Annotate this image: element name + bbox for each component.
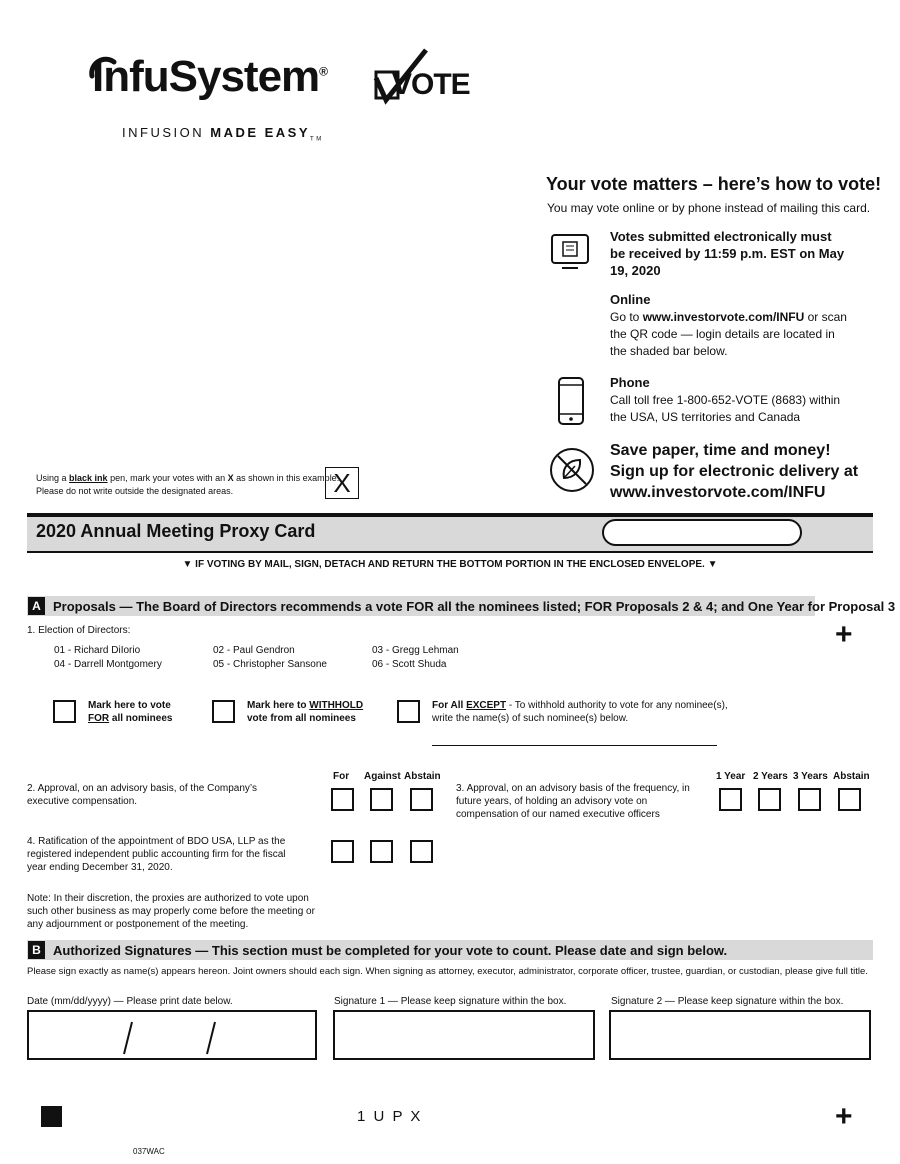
logo-arc-icon <box>88 56 118 86</box>
proposal-2-abstain-checkbox[interactable] <box>410 788 433 811</box>
for-all-except-label: For All EXCEPT - To withhold authority to vote for any nominee(s), write the name(s) of such nominee(s) below. <box>432 700 728 724</box>
phone-body: Call toll free 1-800-652-VOTE (8683) within the USA, US territories and Canada <box>610 393 841 424</box>
signature-1-label: Signature 1 — Please keep signature within the box. <box>334 996 567 1007</box>
save-paper-block: Save paper, time and money! Sign up for electronic delivery at www.investorvote.com/INFU <box>610 442 859 501</box>
section-b-letter: B <box>28 941 45 959</box>
online-body: Go to www.investorvote.com/INFU or scan the QR code — login details are located in the shaded bar below. <box>610 310 847 358</box>
vote-word: VOTE <box>392 68 470 101</box>
login-details-oval <box>602 519 802 546</box>
brand-logo <box>92 52 327 102</box>
signature-instructions: Please sign exactly as name(s) appears hereon. Joint owners should each sign. When signing as attorney, executor, administrator, corporate officer, trustee, guardian, or custodian, please give full title. <box>27 966 868 977</box>
proposal-3-text: 3. Approval, on an advisory basis of the frequency, in future years, of holding an advisory vote on compensation of our named executive officers <box>456 783 690 820</box>
withhold-all-checkbox[interactable] <box>212 700 235 723</box>
electronic-delivery-url[interactable]: www.investorvote.com/INFU <box>610 484 826 501</box>
form-id: 037WAC <box>133 1147 165 1156</box>
online-url[interactable]: www.investorvote.com/INFU <box>642 310 805 324</box>
col-head-abstain: Abstain <box>404 771 441 782</box>
proposal-3-1-year-checkbox[interactable] <box>719 788 742 811</box>
col-head-for: For <box>333 771 350 782</box>
col-head-3-years: 3 Years <box>793 771 828 782</box>
proposal-4-abstain-checkbox[interactable] <box>410 840 433 863</box>
registration-square-mark <box>41 1106 62 1127</box>
nominee: 03 - Gregg Lehman <box>372 645 459 656</box>
section-a-letter: A <box>28 597 45 615</box>
proposal-4-for-checkbox[interactable] <box>331 840 354 863</box>
proxy-card-title: 2020 Annual Meeting Proxy Card <box>36 521 316 541</box>
signature-1-box[interactable] <box>333 1010 595 1060</box>
registration-plus-icon: + <box>835 1100 853 1133</box>
except-nominee-write-line[interactable] <box>432 745 717 746</box>
proposal-2-for-checkbox[interactable] <box>331 788 354 811</box>
proposal-3-2-years-checkbox[interactable] <box>758 788 781 811</box>
section-a-title: Proposals — The Board of Directors recommends a vote FOR all the nominees listed; FOR Proposals 2 & 4; and One Year for Proposal 3 <box>53 599 896 614</box>
instructions-heading: Your vote matters – here’s how to vote! <box>546 174 882 194</box>
col-head-abstain-freq: Abstain <box>833 771 870 782</box>
example-instructions: Using a black ink pen, mark your votes with an X as shown in this example. Please do not write outside the designated areas. <box>36 473 340 496</box>
instructions-subheading: You may vote online or by phone instead of mailing this card. <box>547 201 871 215</box>
date-label: Date (mm/dd/yyyy) — Please print date below. <box>27 996 233 1007</box>
col-head-against: Against <box>364 771 401 782</box>
withhold-all-label: Mark here to WITHHOLD vote from all nominees <box>247 700 364 724</box>
brand-name: InfuSystem <box>92 52 320 101</box>
proposal-3-abstain-checkbox[interactable] <box>838 788 861 811</box>
vote-for-all-label: Mark here to vote FOR all nominees <box>88 700 173 724</box>
nominee: 01 - Richard DiIorio <box>54 645 141 656</box>
brand-tagline: INFUSION MADE $EASY_{TM}$ <box>122 125 324 143</box>
vote-for-all-checkbox[interactable] <box>53 700 76 723</box>
example-mark-box: X <box>325 467 359 499</box>
proposal-4-against-checkbox[interactable] <box>370 840 393 863</box>
date-separator-slashes <box>29 1012 315 1058</box>
nominee: 05 - Christopher Sansone <box>213 659 327 670</box>
discretion-note: Note: In their discretion, the proxies are authorized to vote upon such other business as may properly come before the meeting or any adjournment or postponement of the meeting. <box>27 893 315 930</box>
col-head-1-year: 1 Year <box>716 771 746 782</box>
deadline-text: Votes submitted electronically must be received by 11:59 p.m. EST on May 19, 2020 <box>610 229 845 278</box>
proposal-4-text: 4. Ratification of the appointment of BDO USA, LLP as the registered independent public accounting firm for the fiscal year ending December 31, 2020. <box>27 836 286 873</box>
date-input-box[interactable] <box>27 1010 317 1060</box>
nominee: 04 - Darrell Montgomery <box>54 659 162 670</box>
nominee: 06 - Scott Shuda <box>372 659 447 670</box>
section-b-title: Authorized Signatures — This section must be completed for your vote to count. Please date and sign below. <box>53 943 728 958</box>
election-label: 1. Election of Directors: <box>27 625 131 636</box>
online-title: Online <box>610 292 651 307</box>
proposal-2-against-checkbox[interactable] <box>370 788 393 811</box>
signature-2-label: Signature 2 — Please keep signature within the box. <box>611 996 844 1007</box>
phone-title: Phone <box>610 375 650 390</box>
phone-icon <box>555 376 587 426</box>
signature-2-box[interactable] <box>609 1010 871 1060</box>
mail-instruction: ▼ IF VOTING BY MAIL, SIGN, DETACH AND RETURN THE BOTTOM PORTION IN THE ENCLOSED ENVELOPE. ▼ <box>182 559 718 570</box>
barcode-text: 1 U P X <box>357 1108 423 1125</box>
proposal-2-text: 2. Approval, on an advisory basis, of the Company’s executive compensation. <box>27 783 257 807</box>
registration-plus-icon: + <box>835 618 853 651</box>
col-head-2-years: 2 Years <box>753 771 788 782</box>
leaf-icon <box>548 446 596 494</box>
registered-mark: ® <box>319 64 328 79</box>
proposal-3-3-years-checkbox[interactable] <box>798 788 821 811</box>
computer-icon <box>548 232 592 272</box>
nominee: 02 - Paul Gendron <box>213 645 295 656</box>
for-all-except-checkbox[interactable] <box>397 700 420 723</box>
